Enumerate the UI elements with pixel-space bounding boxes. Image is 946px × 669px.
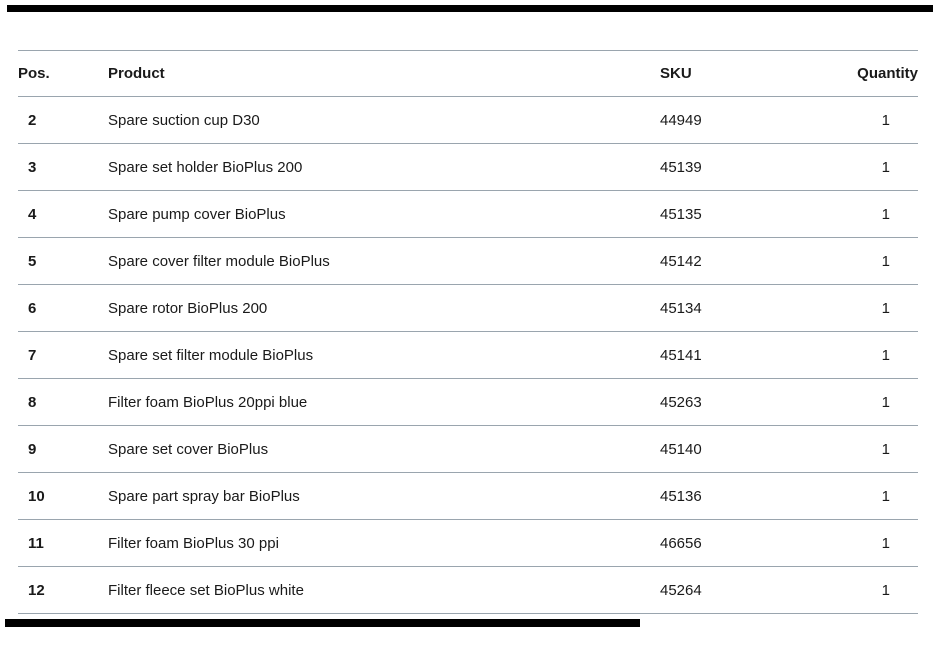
row-product: Spare suction cup D30 bbox=[108, 111, 260, 129]
row-pos: 6 bbox=[28, 299, 37, 317]
table-row bbox=[18, 473, 918, 520]
row-sku: 45263 bbox=[660, 393, 702, 411]
table-row bbox=[18, 191, 918, 238]
column-header-quantity: Quantity bbox=[857, 65, 918, 82]
spare-parts-table bbox=[18, 50, 918, 614]
row-quantity: 1 bbox=[881, 299, 890, 317]
table-header-row bbox=[18, 50, 918, 97]
row-pos: 4 bbox=[28, 205, 37, 223]
table-row bbox=[18, 238, 918, 285]
row-pos: 12 bbox=[28, 581, 45, 599]
row-sku: 44949 bbox=[660, 111, 702, 129]
row-product: Spare part spray bar BioPlus bbox=[108, 487, 300, 505]
column-header-sku: SKU bbox=[660, 65, 692, 82]
table-body bbox=[18, 97, 918, 614]
row-quantity: 1 bbox=[881, 346, 890, 364]
row-quantity: 1 bbox=[881, 111, 890, 129]
row-product: Spare set cover BioPlus bbox=[108, 440, 269, 458]
top-black-bar bbox=[7, 5, 933, 12]
row-quantity: 1 bbox=[881, 581, 890, 599]
column-header-product: Product bbox=[108, 65, 165, 82]
row-quantity: 1 bbox=[881, 205, 890, 223]
row-product: Spare cover filter module BioPlus bbox=[108, 252, 330, 270]
table-row bbox=[18, 285, 918, 332]
row-sku: 45135 bbox=[660, 205, 702, 223]
row-sku: 45142 bbox=[660, 252, 702, 270]
row-quantity: 1 bbox=[881, 393, 890, 411]
row-quantity: 1 bbox=[881, 534, 890, 552]
table-row bbox=[18, 144, 918, 191]
row-quantity: 1 bbox=[881, 252, 890, 270]
row-quantity: 1 bbox=[881, 487, 890, 505]
table-row bbox=[18, 567, 918, 614]
row-product: Spare set filter module BioPlus bbox=[108, 346, 314, 364]
row-pos: 8 bbox=[28, 393, 37, 411]
table-row bbox=[18, 379, 918, 426]
row-pos: 10 bbox=[28, 487, 45, 505]
row-sku: 45136 bbox=[660, 487, 702, 505]
row-product: Filter fleece set BioPlus white bbox=[108, 581, 304, 599]
row-quantity: 1 bbox=[881, 158, 890, 176]
bottom-black-bar bbox=[5, 619, 640, 627]
table-row bbox=[18, 332, 918, 379]
row-quantity: 1 bbox=[881, 440, 890, 458]
row-pos: 2 bbox=[28, 111, 37, 129]
table-row bbox=[18, 520, 918, 567]
row-product: Filter foam BioPlus 30 ppi bbox=[108, 534, 279, 552]
row-pos: 5 bbox=[28, 252, 37, 270]
row-sku: 45134 bbox=[660, 299, 702, 317]
row-sku: 45141 bbox=[660, 346, 702, 364]
column-header-pos: Pos. bbox=[18, 65, 50, 82]
row-pos: 9 bbox=[28, 440, 37, 458]
row-product: Spare rotor BioPlus 200 bbox=[108, 299, 268, 317]
table-row bbox=[18, 426, 918, 473]
row-sku: 45140 bbox=[660, 440, 702, 458]
row-sku: 45264 bbox=[660, 581, 702, 599]
row-sku: 45139 bbox=[660, 158, 702, 176]
table-row bbox=[18, 97, 918, 144]
row-sku: 46656 bbox=[660, 534, 702, 552]
row-pos: 7 bbox=[28, 346, 37, 364]
row-pos: 3 bbox=[28, 158, 37, 176]
row-product: Spare set holder BioPlus 200 bbox=[108, 158, 303, 176]
row-pos: 11 bbox=[28, 534, 44, 552]
row-product: Filter foam BioPlus 20ppi blue bbox=[108, 393, 308, 411]
row-product: Spare pump cover BioPlus bbox=[108, 205, 286, 223]
